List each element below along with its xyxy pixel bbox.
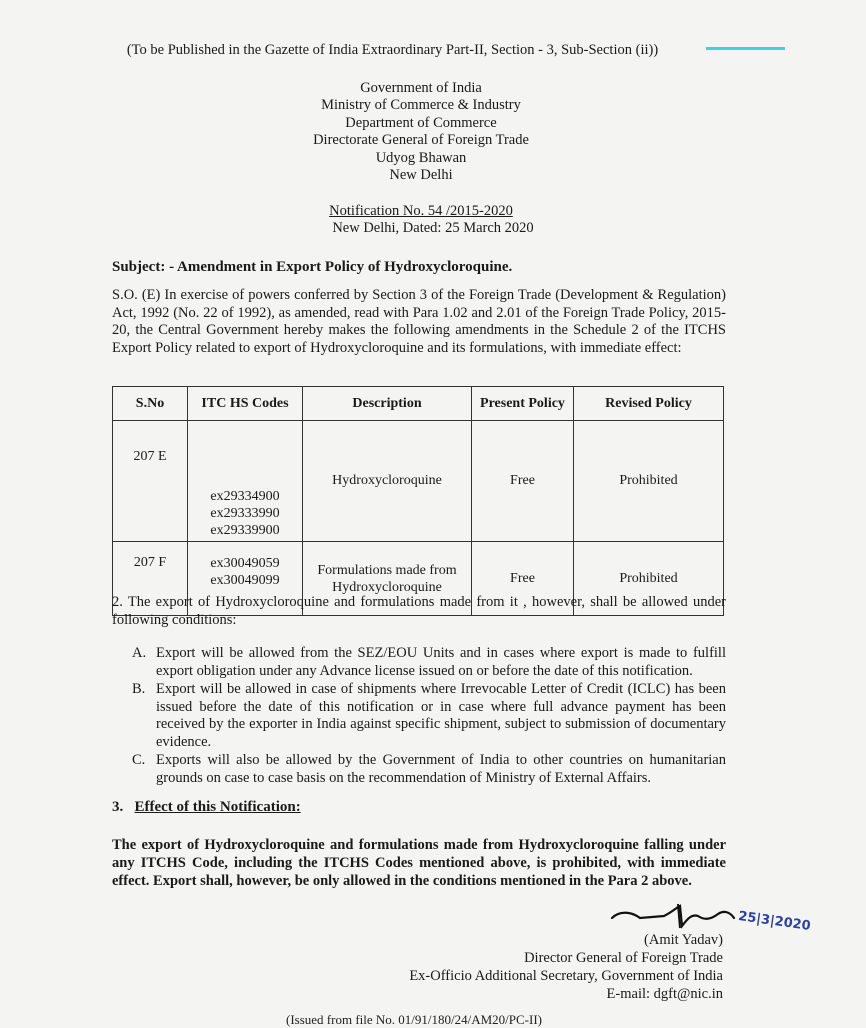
signatory-name: (Amit Yadav): [644, 932, 723, 948]
col-header-present: Present Policy: [472, 387, 574, 421]
header-line-1: Government of India: [360, 80, 482, 96]
col-header-revised: Revised Policy: [574, 387, 724, 421]
cell-codes: [188, 421, 303, 542]
condition-label: C.: [132, 752, 146, 768]
header-line-5: Udyog Bhawan: [375, 150, 467, 166]
effect-heading: [112, 799, 301, 816]
condition-text: Exports will also be allowed by the Government of India to other countries on humanitarian grounds on case to case basis on the recommendation of Ministry of External Affairs.: [156, 752, 726, 786]
effect-text: The export of Hydroxycloroquine and formulations made from Hydroxycloroquine falling under any ITCHS Code, including the ITCHS Codes mentioned above, is prohibited, with immediate effect. Export shall, however, be only allowed in the conditions mentioned in the Para 2 above.: [112, 837, 726, 889]
effect-title: Effect of this Notification:: [134, 799, 301, 815]
header-line-3: Department of Commerce: [345, 115, 497, 131]
cell-revised-policy: Prohibited: [574, 542, 724, 616]
signatory-office: Ex-Officio Additional Secretary, Government of India: [409, 968, 723, 984]
cell-present-policy: Free: [472, 421, 574, 542]
code: ex29334900: [210, 489, 280, 504]
header-line-6: New Delhi: [389, 167, 453, 183]
cell-description: Formulations made from Hydroxycloroquine: [303, 542, 472, 616]
condition-c: [132, 752, 726, 787]
code: ex29333990: [210, 506, 280, 521]
signature-scribble: [606, 900, 742, 932]
cell-revised-policy: Prohibited: [574, 421, 724, 542]
condition-a: [132, 645, 726, 680]
notification-date: New Delhi, Dated: 25 March 2020: [332, 220, 534, 236]
handwritten-date: 25|3|2020: [737, 909, 812, 934]
col-header-codes: ITC HS Codes: [188, 387, 303, 421]
table-row: [113, 421, 724, 542]
table-header-row: [113, 387, 724, 421]
condition-label: B.: [132, 681, 146, 697]
col-header-sno: S.No: [113, 387, 188, 421]
code: ex30049099: [210, 573, 280, 588]
header-line-4: Directorate General of Foreign Trade: [313, 132, 529, 148]
file-reference-cut: (Issued from file No. 01/91/180/24/AM20/PC-II): [286, 1012, 543, 1027]
signatory-email: E-mail: dgft@nic.in: [606, 986, 723, 1002]
gazette-line: (To be Published in the Gazette of India Extraordinary Part-II, Section - 3, Sub-Section (ii)): [126, 42, 659, 58]
cell-sno: 207 F: [113, 542, 188, 616]
condition-label: A.: [132, 645, 147, 661]
effect-number: 3.: [112, 799, 124, 815]
code: ex30049059: [210, 556, 280, 571]
scan-mark: [706, 47, 785, 50]
cell-description: Hydroxycloroquine: [303, 421, 472, 542]
signatory-designation: Director General of Foreign Trade: [524, 950, 723, 966]
header-line-2: Ministry of Commerce & Industry: [321, 97, 521, 113]
subject-line: Subject: - Amendment in Export Policy of Hydroxycloroquine.: [112, 259, 513, 275]
col-header-description: Description: [303, 387, 472, 421]
condition-b: [132, 681, 726, 751]
paragraph-1: S.O. (E) In exercise of powers conferred by Section 3 of the Foreign Trade (Development & Regulation) Act, 1992 (No. 22 of 1992), as amended, read with Para 1.02 and 2.01 of the Foreign Trade Policy, 2015-20, the Central Government hereby makes the following amendments in the Schedule 2 of the ITCHS Export Policy related to export of Hydroxycloroquine and its formulations, with immediate effect:: [112, 287, 726, 356]
condition-text: Export will be allowed from the SEZ/EOU Units and in cases where export is made to fulfill export obligation under any Advance license issued on or before the date of this notification.: [156, 645, 726, 679]
code: ex29339900: [210, 523, 280, 538]
condition-text: Export will be allowed in case of shipments where Irrevocable Letter of Credit (ICLC) has been issued before the date of this notification or in case where full advance payment has been received by the exporter in India against specific shipment, subject to submission of documentary evidence.: [156, 681, 726, 750]
notification-number: Notification No. 54 /2015-2020: [329, 203, 513, 219]
paragraph-2: 2. The export of Hydroxycloroquine and formulations made from it , however, shall be allowed under following conditions:: [112, 594, 726, 628]
policy-table: [112, 386, 724, 616]
cell-present-policy: Free: [472, 542, 574, 616]
cell-sno: 207 E: [113, 421, 188, 542]
